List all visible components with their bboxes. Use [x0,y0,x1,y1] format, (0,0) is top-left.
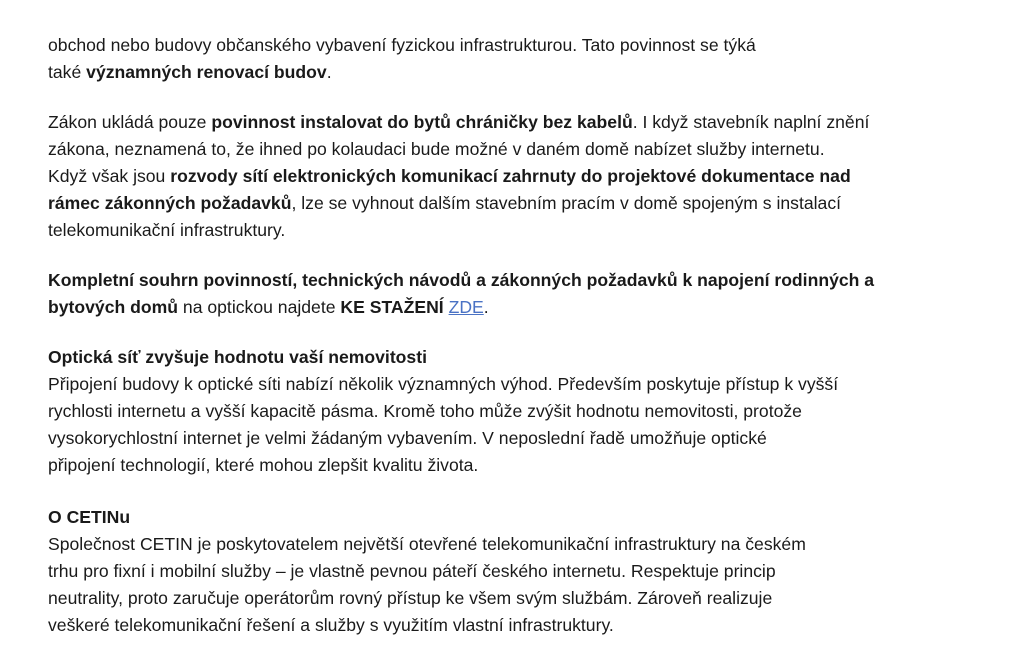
text-line: Zákon ukládá pouze povinnost instalovat do bytů chráničky bez kabelů. I když stavebník naplní znění [48,112,870,132]
paragraph-building-obligation [48,32,988,86]
emphasis-download: KE STAŽENÍ [340,297,444,317]
section-optical-network-value [48,344,988,479]
text-line: zákona, neznamená to, že ihned po kolaudaci bude možné v daném domě nabízet služby internetu. [48,139,825,159]
text-line: veškeré telekomunikační řešení a služby s využitím vlastní infrastruktury. [48,615,614,635]
section-heading: O CETINu [48,507,131,527]
text-line: rychlosti internetu a vyšší kapacitě pásma. Kromě toho může zvýšit hodnotu nemovitosti, protože [48,401,802,421]
emphasis-significant-renovations: významných renovací budov [86,62,327,82]
text-line: Když však jsou rozvody sítí elektronických komunikací zahrnuty do projektové dokumentace nad [48,166,851,186]
paragraph-download-summary [48,267,988,321]
text-line: rámec zákonných požadavků, lze se vyhnout dalším stavebním pracím v domě spojeným s instalací [48,193,842,213]
text-line: vysokorychlostní internet je velmi žádaným vybavením. V neposlední řadě umožňuje optické [48,428,767,448]
text-line: bytových domů na optickou najdete KE STAŽENÍ ZDE. [48,297,489,317]
text-line: obchod nebo budovy občanského vybavení fyzickou infrastrukturou. Tato povinnost se týká [48,35,756,55]
emphasis-network-distribution: rozvody sítí elektronických komunikací zahrnuty do projektové dokumentace nad [170,166,851,186]
text-line: Společnost CETIN je poskytovatelem největší otevřené telekomunikační infrastruktury na českém [48,534,806,554]
document-body [48,32,988,639]
text-line: Kompletní souhrn povinností, technických návodů a zákonných požadavků k napojení rodinných a [48,270,875,290]
emphasis-beyond-legal-requirements: rámec zákonných požadavků [48,193,292,213]
download-link[interactable]: ZDE [448,297,484,317]
section-heading: Optická síť zvyšuje hodnotu vaší nemovitosti [48,347,427,367]
paragraph-law-requirements [48,109,988,244]
text-line: telekomunikační infrastruktury. [48,220,286,240]
section-about-cetin [48,504,988,639]
text-line: Připojení budovy k optické síti nabízí několik významných výhod. Především poskytuje přístup k vyšší [48,374,839,394]
text-line: trhu pro fixní i mobilní služby – je vlastně pevnou páteří českého internetu. Respektuje princip [48,561,776,581]
text-line: také významných renovací budov. [48,62,332,82]
emphasis-install-conduits: povinnost instalovat do bytů chráničky bez kabelů [211,112,633,132]
text-line: neutrality, proto zaručuje operátorům rovný přístup ke všem svým službám. Zároveň realizuje [48,588,773,608]
text-line: připojení technologií, které mohou zlepšit kvalitu života. [48,455,479,475]
